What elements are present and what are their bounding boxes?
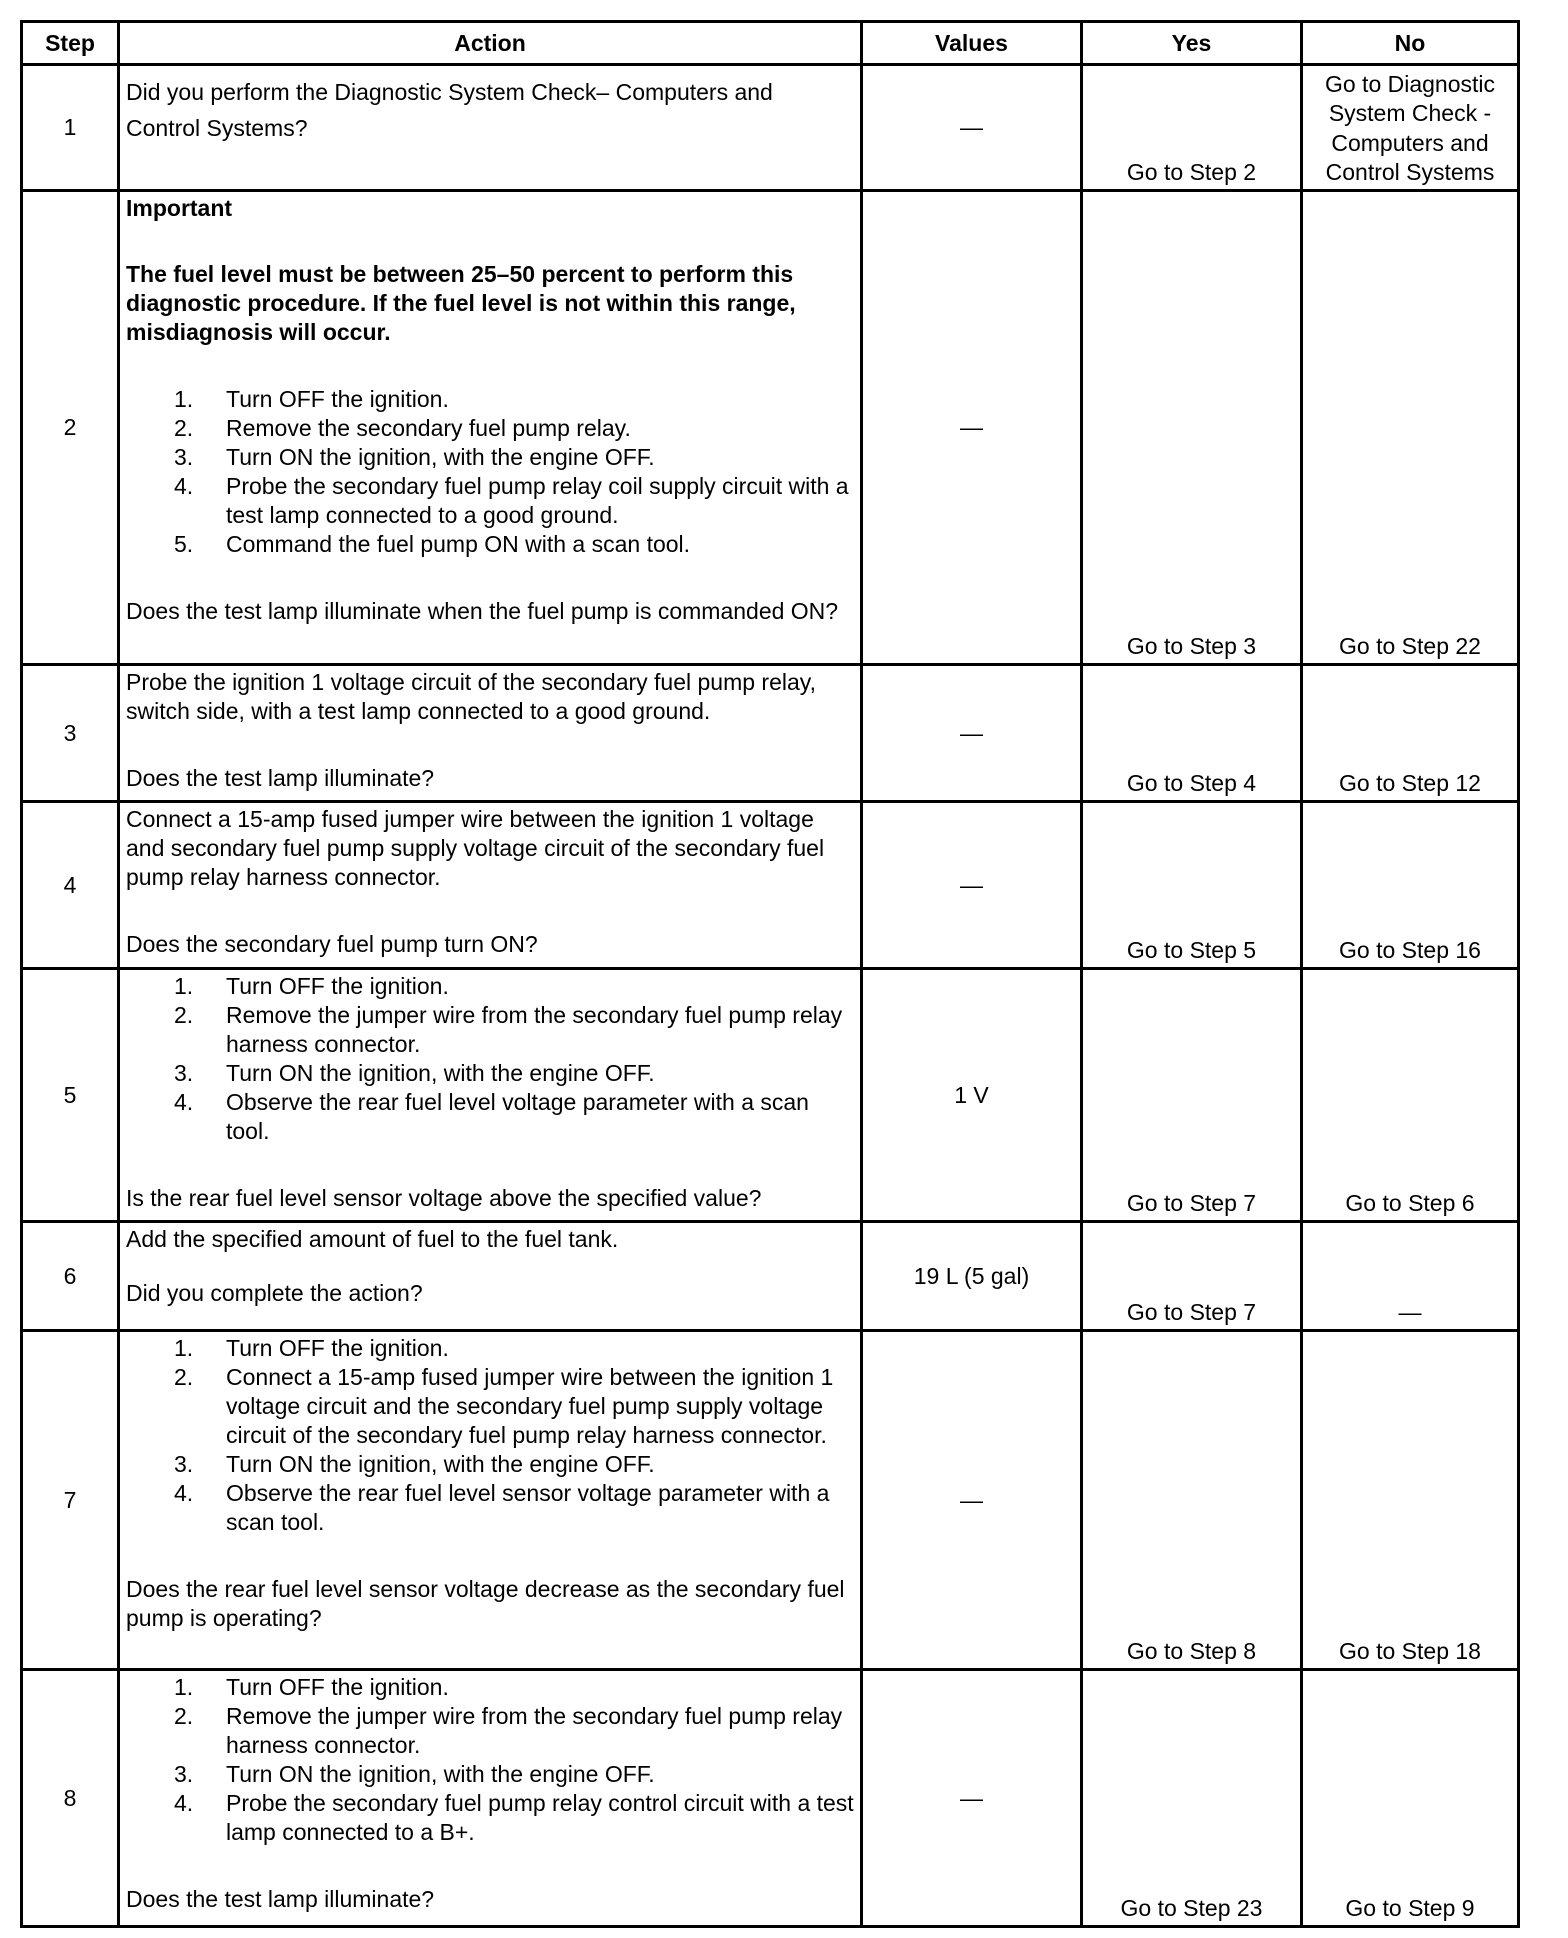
diagnostic-table bbox=[20, 20, 1520, 1928]
list-item: 1. Turn OFF the ignition. bbox=[174, 386, 449, 412]
no-link[interactable]: Go to Step 16 bbox=[1339, 937, 1481, 963]
yes-cell bbox=[1083, 970, 1300, 1220]
yes-link[interactable]: Go to Step 8 bbox=[1126, 1638, 1257, 1664]
yes-link[interactable]: Go to Step 7 bbox=[1126, 1299, 1257, 1325]
list-item: 4. Probe the secondary fuel pump relay control circuit with a test lamp connected to a B+. bbox=[174, 1790, 854, 1845]
no-link[interactable]: Go to Diagnostic bbox=[1324, 71, 1496, 97]
value-cell: 19 L (5 gal) bbox=[913, 1262, 1030, 1289]
step-number: 5 bbox=[63, 1081, 77, 1108]
value-cell: — bbox=[960, 1784, 983, 1811]
question-text: Does the test lamp illuminate? bbox=[126, 1886, 435, 1912]
yes-cell bbox=[1083, 803, 1300, 967]
list-item: 2. Remove the jumper wire from the secondary fuel pump relay harness connector. bbox=[174, 1703, 843, 1758]
no-dash: — bbox=[1398, 1299, 1422, 1325]
no-link[interactable]: Computers and bbox=[1331, 129, 1489, 156]
list-item: 2. Remove the secondary fuel pump relay. bbox=[174, 415, 631, 441]
procedure-list bbox=[126, 972, 854, 1146]
step-number: 7 bbox=[63, 1486, 77, 1513]
yes-cell bbox=[1083, 1671, 1300, 1925]
step-number: 4 bbox=[63, 871, 77, 898]
list-item: 4. Observe the rear fuel level voltage parameter with a scan tool. bbox=[174, 1089, 809, 1144]
no-cell bbox=[1303, 803, 1517, 967]
action-cell bbox=[120, 192, 860, 663]
list-item: 2. Remove the jumper wire from the secondary fuel pump relay harness connector. bbox=[174, 1002, 843, 1057]
question-text: Did you complete the action? bbox=[126, 1280, 423, 1306]
procedure-list bbox=[126, 385, 854, 559]
yes-link[interactable]: Go to Step 2 bbox=[1126, 159, 1257, 185]
list-item: 1. Turn OFF the ignition. bbox=[174, 1335, 449, 1361]
procedure-list bbox=[126, 1673, 854, 1847]
step-number: 6 bbox=[63, 1262, 77, 1289]
important-text: The fuel level must be between 25–50 percent to perform this diagnostic procedure. If the fuel level is not within this range, misdiagnosis will occur. bbox=[126, 261, 796, 345]
question-text: Does the secondary fuel pump turn ON? bbox=[126, 931, 538, 957]
no-cell bbox=[1303, 192, 1517, 663]
list-item: 1. Turn OFF the ignition. bbox=[174, 973, 449, 999]
no-cell bbox=[1303, 666, 1517, 800]
no-link[interactable]: Go to Step 9 bbox=[1345, 1895, 1475, 1921]
no-link[interactable]: Go to Step 18 bbox=[1339, 1638, 1481, 1664]
header-no: No bbox=[1394, 29, 1426, 56]
procedure-list bbox=[126, 1334, 854, 1537]
yes-cell bbox=[1083, 666, 1300, 800]
action-text: Add the specified amount of fuel to the fuel tank. bbox=[126, 1226, 619, 1252]
no-cell bbox=[1303, 970, 1517, 1220]
step-number: 8 bbox=[63, 1784, 77, 1811]
list-item: 5. Command the fuel pump ON with a scan tool. bbox=[174, 531, 691, 557]
list-item: 4. Probe the secondary fuel pump relay coil supply circuit with a test lamp connected to a good ground. bbox=[174, 473, 849, 528]
action-cell bbox=[120, 1332, 860, 1668]
header-yes: Yes bbox=[1171, 29, 1212, 56]
list-item: 3. Turn ON the ignition, with the engine OFF. bbox=[174, 444, 655, 470]
header-values: Values bbox=[935, 29, 1008, 56]
no-cell bbox=[1303, 1332, 1517, 1668]
list-item: 4. Observe the rear fuel level sensor voltage parameter with a scan tool. bbox=[174, 1480, 830, 1535]
action-text: Control Systems? bbox=[126, 115, 308, 141]
list-item: 2. Connect a 15-amp fused jumper wire between the ignition 1 voltage circuit and the secondary fuel pump supply voltage circuit of the secondary fuel pump relay harness connector. bbox=[174, 1364, 834, 1448]
yes-cell bbox=[1083, 66, 1300, 189]
no-cell bbox=[1303, 66, 1517, 189]
question-text: Does the rear fuel level sensor voltage decrease as the secondary fuel pump is operating? bbox=[126, 1576, 845, 1631]
step-number: 1 bbox=[63, 114, 77, 140]
action-cell bbox=[120, 1223, 860, 1329]
no-link[interactable]: Go to Step 22 bbox=[1339, 633, 1481, 659]
value-cell: — bbox=[960, 1486, 983, 1513]
action-text: Did you perform the Diagnostic System Check– Computers and bbox=[126, 79, 773, 105]
value-cell: 1 V bbox=[954, 1081, 989, 1108]
value-cell: — bbox=[960, 719, 983, 746]
yes-cell bbox=[1083, 1332, 1300, 1668]
yes-link[interactable]: Go to Step 4 bbox=[1126, 770, 1257, 796]
question-text: Does the test lamp illuminate when the fuel pump is commanded ON? bbox=[126, 598, 839, 624]
action-cell bbox=[120, 1671, 860, 1925]
no-link[interactable]: System Check - bbox=[1328, 100, 1492, 127]
yes-link[interactable]: Go to Step 7 bbox=[1126, 1190, 1257, 1216]
no-link[interactable]: Control Systems bbox=[1325, 158, 1495, 185]
step-number: 3 bbox=[63, 719, 77, 746]
action-text: Connect a 15-amp fused jumper wire between the ignition 1 voltage and secondary fuel pump supply voltage circuit of the secondary fuel pump relay harness connector. bbox=[126, 806, 825, 890]
action-cell bbox=[120, 66, 860, 189]
value-cell: — bbox=[960, 114, 983, 140]
yes-link[interactable]: Go to Step 5 bbox=[1126, 937, 1257, 963]
no-link[interactable]: Go to Step 12 bbox=[1339, 770, 1481, 796]
list-item: 3. Turn ON the ignition, with the engine OFF. bbox=[174, 1060, 655, 1086]
action-cell bbox=[120, 666, 860, 800]
no-cell bbox=[1303, 1223, 1517, 1329]
list-item: 3. Turn ON the ignition, with the engine OFF. bbox=[174, 1761, 655, 1787]
action-text: Probe the ignition 1 voltage circuit of the secondary fuel pump relay, switch side, with a test lamp connected to a good ground. bbox=[126, 669, 816, 724]
yes-cell bbox=[1083, 192, 1300, 663]
important-label: Important bbox=[126, 195, 233, 221]
value-cell: — bbox=[960, 871, 983, 898]
question-text: Does the test lamp illuminate? bbox=[126, 765, 435, 791]
yes-link[interactable]: Go to Step 3 bbox=[1126, 633, 1257, 659]
list-item: 3. Turn ON the ignition, with the engine OFF. bbox=[174, 1451, 655, 1477]
question-text: Is the rear fuel level sensor voltage above the specified value? bbox=[126, 1185, 762, 1211]
yes-cell bbox=[1083, 1223, 1300, 1329]
step-number: 2 bbox=[63, 414, 77, 440]
no-cell bbox=[1303, 1671, 1517, 1925]
no-link[interactable]: Go to Step 6 bbox=[1345, 1190, 1475, 1216]
action-cell bbox=[120, 970, 860, 1220]
yes-link[interactable]: Go to Step 23 bbox=[1120, 1895, 1263, 1921]
header-action: Action bbox=[454, 29, 526, 56]
list-item: 1. Turn OFF the ignition. bbox=[174, 1674, 449, 1700]
value-cell: — bbox=[960, 414, 983, 440]
action-cell bbox=[120, 803, 860, 967]
header-step: Step bbox=[45, 29, 95, 56]
